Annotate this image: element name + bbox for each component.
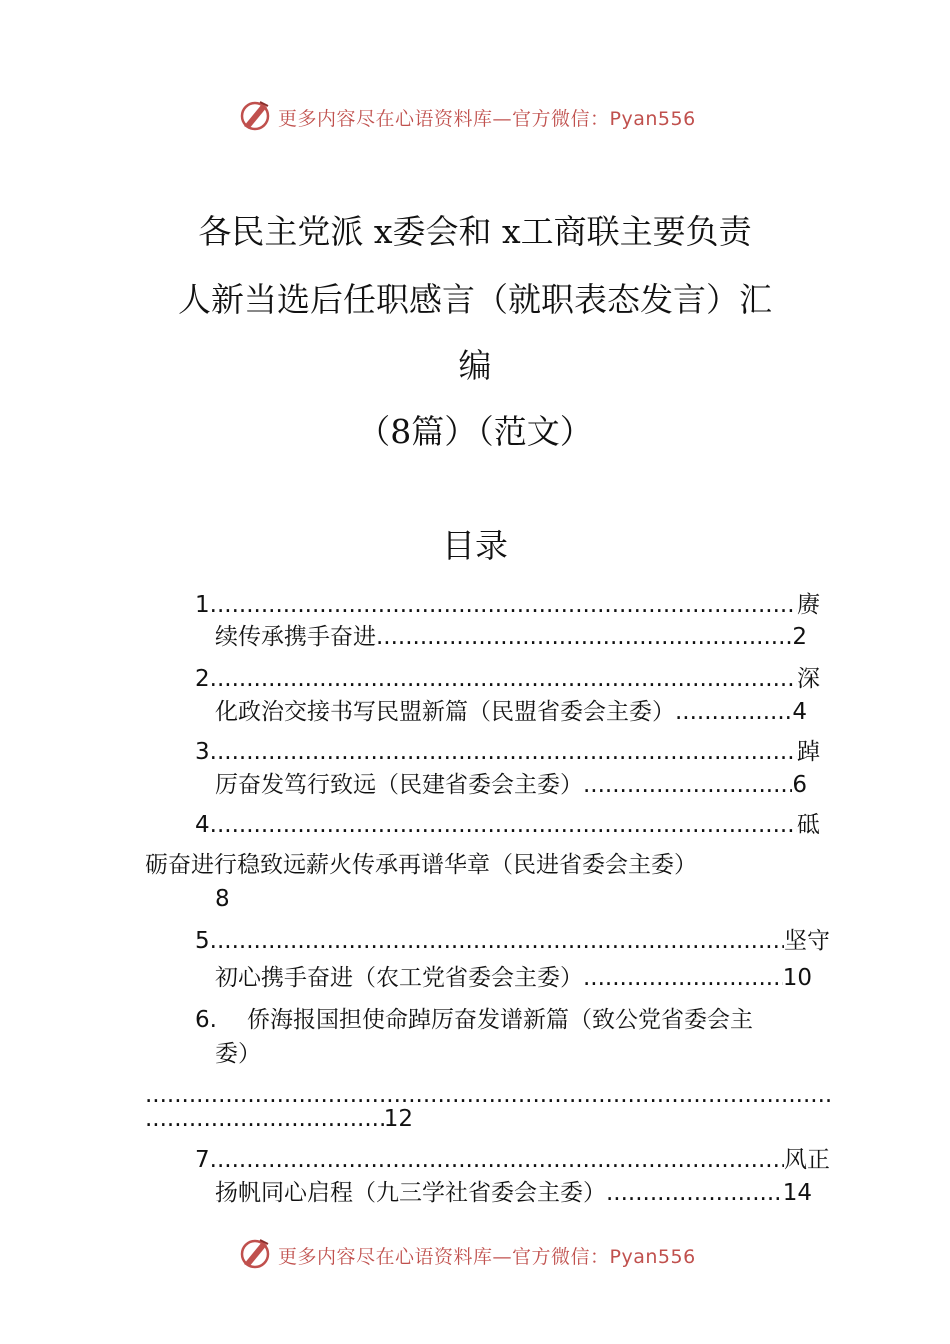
toc-num: 3 [195,739,210,765]
watermark-label: 更多内容尽在心语资料库—官方微信： [278,1246,610,1268]
toc-entry-3-cont[interactable] [215,770,807,800]
toc-entry-6-page-line[interactable] [145,1104,413,1134]
leader-dots [210,737,797,767]
toc-num: 6. [195,1007,217,1033]
leader-dots [210,664,797,694]
watermark-label: 更多内容尽在心语资料库—官方微信： [278,108,610,130]
leader-dots [606,1178,783,1208]
leader-dots [145,1104,384,1134]
toc-entry-6[interactable] [195,1005,753,1035]
leader-dots [210,926,784,956]
toc-page: 2 [792,624,807,650]
toc-heading: 目录 [442,526,508,565]
leader-dots [376,622,792,652]
toc-title-start: 深 [797,666,820,692]
doc-title-line1: 各民主党派 x委会和 x工商联主要负责 [198,212,752,251]
toc-title: 扬帆同心启程（九三学社省委会主委） [215,1180,606,1206]
leader-dots [210,1145,784,1175]
toc-entry-1-cont[interactable] [215,622,807,652]
toc-title-start: 赓 [797,592,820,618]
toc-title-start: 踔 [797,739,820,765]
toc-entry-6-title-cont: 委） [215,1041,261,1067]
toc-num: 5 [195,928,210,954]
toc-entry-2-cont[interactable] [215,697,807,727]
footer-watermark [0,1232,950,1276]
watermark-wechat-id: Pyan556 [609,1246,696,1268]
toc-page: 4 [792,699,807,725]
watermark-text [278,1242,696,1269]
watermark-text [278,104,696,131]
header-watermark [0,94,950,138]
doc-subtitle: （8篇）（范文） [357,412,593,451]
toc-title-start: 坚守 [784,928,830,954]
leader-dots [583,963,783,993]
toc-page: 14 [782,1180,812,1206]
toc-entry-1[interactable] [195,590,820,620]
toc-num: 4 [195,812,210,838]
toc-entry-7-cont[interactable] [215,1178,812,1208]
toc-page: 6 [792,772,807,798]
toc-num: 1 [195,592,210,618]
leader-dots [210,810,797,840]
toc-title-start: 风正 [784,1147,830,1173]
toc-page: 12 [383,1106,413,1132]
toc-title: 侨海报国担使命踔厉奋发谱新篇（致公党省委会主 [246,1007,753,1033]
toc-title: 厉奋发笃行致远（民建省委会主委） [215,772,583,798]
toc-title: 初心携手奋进（农工党省委会主委） [215,965,583,991]
toc-entry-3[interactable] [195,737,820,767]
toc-entry-5[interactable] [195,926,830,956]
toc-title-start: 砥 [797,812,820,838]
toc-entry-4[interactable] [195,810,820,840]
toc-entry-7[interactable] [195,1145,830,1175]
toc-entry-5-cont[interactable] [215,963,812,993]
doc-title-line2: 人新当选后任职感言（就职表态发言）汇 [178,280,772,319]
toc-entry-4-page: 8 [215,886,230,912]
toc-num: 2 [195,666,210,692]
leader-dots [210,590,797,620]
doc-title-line3: 编 [458,346,492,385]
leader-dots [583,770,792,800]
toc-entry-4-title[interactable]: 砺奋进行稳致远薪火传承再谱华章（民进省委会主委） [145,852,697,878]
watermark-wechat-id: Pyan556 [609,108,696,130]
toc-entry-2[interactable] [195,664,820,694]
leader-dots [675,697,792,727]
toc-num: 7 [195,1147,210,1173]
toc-page: 10 [782,965,812,991]
toc-title: 化政治交接书写民盟新篇（民盟省委会主委） [215,699,675,725]
toc-title: 续传承携手奋进 [215,624,376,650]
pen-logo-icon [238,1236,272,1270]
pen-logo-icon [238,98,272,132]
